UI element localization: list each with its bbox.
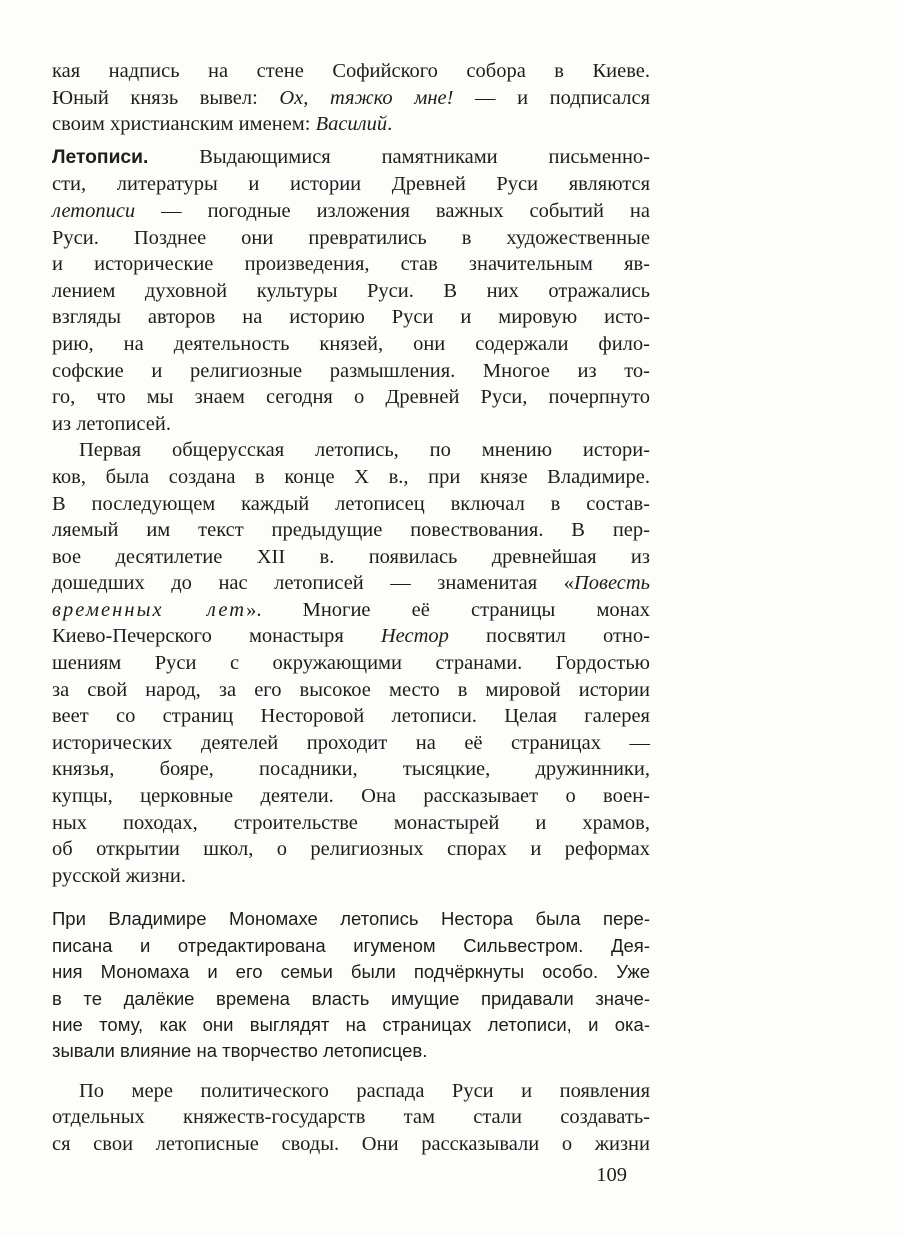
- text-run: Выдающимися памятниками письменно-: [148, 145, 650, 168]
- text-line: [52, 278, 650, 305]
- text-run: Летописи.: [52, 146, 149, 168]
- text-run: ния Мономаха и его семьи были подчёркнуты особо. Уже: [52, 961, 650, 983]
- text-run: за свой народ, за его высокое место в мировой истории: [52, 678, 650, 701]
- text-run: — погодные изложения важных событий на: [135, 199, 650, 222]
- text-line: [52, 491, 650, 518]
- text-run: взгляды авторов на историю Руси и мировую исто-: [52, 306, 650, 329]
- text-run: Юный князь вывел:: [52, 86, 280, 109]
- paragraph: [52, 906, 650, 1064]
- text-line: [52, 198, 650, 225]
- text-run: временных лет: [52, 598, 247, 621]
- text-run: своим христианским именем:: [52, 113, 316, 136]
- text-line: [52, 730, 650, 757]
- text-line: [52, 906, 650, 932]
- text-run: летописи: [52, 199, 136, 222]
- text-line: [52, 411, 650, 438]
- text-run: и исторические произведения, став значительным яв-: [52, 253, 650, 276]
- text-run: зывали влияние на творчество летописцев.: [52, 1040, 428, 1062]
- text-run: Ох, тяжко мне!: [279, 86, 454, 109]
- text-line: [52, 810, 650, 837]
- text-line: [52, 959, 650, 985]
- text-line: [52, 144, 650, 172]
- text-line: [52, 836, 650, 863]
- text-line: [52, 1012, 650, 1038]
- text-run: из летописей.: [52, 412, 171, 435]
- text-line: [52, 986, 650, 1012]
- text-line: [52, 331, 650, 358]
- text-run: ние тому, как они выглядят на страницах летописи, и ока-: [52, 1014, 650, 1036]
- text-run: Нестор: [380, 625, 449, 648]
- text-line: [52, 304, 650, 331]
- text-line: [52, 1131, 650, 1158]
- text-run: посвятил отно-: [448, 625, 650, 648]
- text-line: [52, 703, 650, 730]
- text-run: При Владимире Мономахе летопись Нестора была пере-: [52, 908, 650, 930]
- text-line: [52, 464, 650, 491]
- text-line: [52, 544, 650, 571]
- text-line: [52, 863, 650, 890]
- text-line: [52, 1038, 650, 1064]
- text-run: русской жизни.: [52, 864, 186, 887]
- text-run: ных походах, строительстве монастырей и храмов,: [52, 811, 650, 834]
- paragraph: [52, 58, 650, 138]
- text-run: Киево-Печерского монастыря: [52, 625, 381, 648]
- text-line: [52, 517, 650, 544]
- text-run: шениям Руси с окружающими странами. Гордостью: [52, 652, 650, 675]
- text-line: [52, 437, 650, 464]
- paragraph: [52, 437, 650, 889]
- text-run: Василий: [315, 113, 388, 136]
- text-line: [52, 384, 650, 411]
- text-run: исторических деятелей проходит на её страницах —: [52, 731, 650, 754]
- text-column: [52, 58, 650, 1158]
- text-run: лением духовной культуры Руси. В них отражались: [52, 279, 650, 302]
- text-run: Руси. Позднее они превратились в художественные: [52, 226, 650, 249]
- text-line: [52, 358, 650, 385]
- text-run: го, что мы знаем сегодня о Древней Руси, почерпнуто: [52, 386, 650, 409]
- text-run: рию, на деятельность князей, они содержали фило-: [52, 332, 650, 355]
- text-line: [52, 756, 650, 783]
- text-run: ». Многие её страницы монах: [246, 598, 650, 621]
- text-run: отдельных княжеств-государств там стали создавать-: [52, 1106, 650, 1129]
- paragraph: [52, 144, 650, 438]
- text-line: [52, 58, 650, 85]
- text-run: веет со страниц Несторовой летописи. Целая галерея: [52, 705, 650, 728]
- text-line: [52, 933, 650, 959]
- paragraph: [52, 1078, 650, 1158]
- text-run: В последующем каждый летописец включал в состав-: [52, 492, 650, 515]
- text-run: ляемый им текст предыдущие повествования. В пер-: [52, 519, 650, 542]
- text-line: [52, 677, 650, 704]
- text-run: софские и религиозные размышления. Многое из то-: [52, 359, 650, 382]
- text-run: об открытии школ, о религиозных спорах и реформах: [52, 838, 650, 861]
- text-line: [52, 597, 650, 624]
- text-line: [52, 225, 650, 252]
- text-run: Первая общерусская летопись, по мнению истори-: [79, 439, 650, 462]
- text-run: князья, бояре, посадники, тысяцкие, дружинники,: [52, 758, 650, 781]
- text-run: вое десятилетие XII в. появилась древнейшая из: [52, 545, 650, 568]
- text-line: [52, 251, 650, 278]
- page-number: 109: [596, 1164, 627, 1186]
- text-line: [52, 783, 650, 810]
- text-run: в те далёкие времена власть имущие придавали значе-: [52, 987, 650, 1009]
- text-run: писана и отредактирована игуменом Сильвестром. Дея-: [52, 934, 650, 956]
- text-line: [52, 1104, 650, 1131]
- text-line: [52, 570, 650, 597]
- text-run: сти, литературы и истории Древней Руси являются: [52, 173, 650, 196]
- text-run: кая надпись на стене Софийского собора в Киеве.: [52, 60, 650, 82]
- text-run: дошедших до нас летописей — знаменитая «: [52, 572, 574, 595]
- text-run: .: [387, 113, 393, 136]
- text-run: ся свои летописные своды. Они рассказывали о жизни: [52, 1133, 650, 1156]
- text-run: По мере политического распада Руси и появления: [79, 1079, 650, 1102]
- text-run: — и подписался: [453, 86, 650, 109]
- text-run: Повесть: [573, 572, 650, 595]
- text-line: [52, 650, 650, 677]
- text-line: [52, 171, 650, 198]
- text-line: [52, 85, 650, 112]
- text-run: ков, была создана в конце X в., при князе Владимире.: [52, 465, 650, 488]
- text-line: [52, 111, 650, 138]
- text-line: [52, 623, 650, 650]
- text-run: купцы, церковные деятели. Она рассказывает о воен-: [52, 785, 650, 808]
- text-line: [52, 1078, 650, 1105]
